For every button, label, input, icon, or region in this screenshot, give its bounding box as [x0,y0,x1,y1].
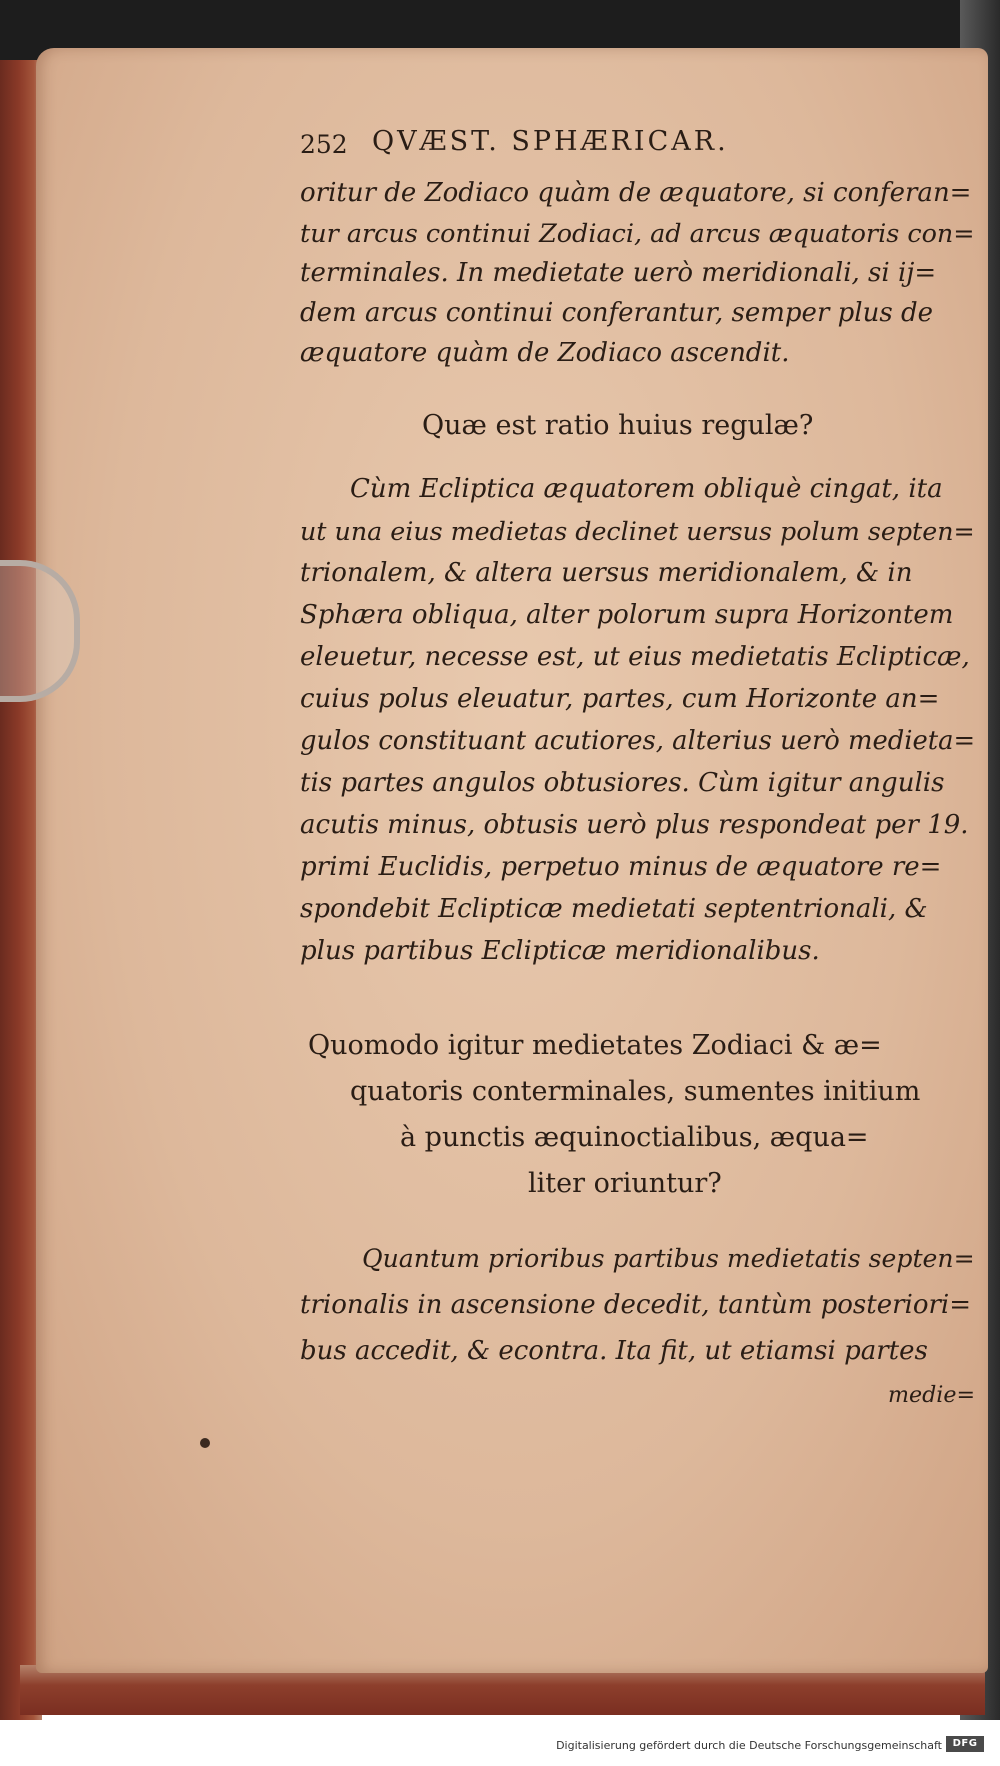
paragraph3-line-3: bus accedit, & econtra. Ita fit, ut etiamsi partes [300,1336,928,1366]
paragraph2-line-5: eleuetur, necesse est, ut eius medietatis Eclipticæ, [300,642,970,672]
paragraph1-line-5: æquatore quàm de Zodiaco ascendit. [300,338,790,368]
ink-speck [200,1438,210,1448]
paragraph1-line-4: dem arcus continui conferantur, semper plus de [300,298,933,328]
question-heading-2-line-2: quatoris conterminales, sumentes initium [350,1076,921,1107]
question-heading-2-line-1: Quomodo igitur medietates Zodiaci & æ= [308,1030,882,1061]
running-title: QVÆST. SPHÆRICAR. [372,126,729,157]
digitization-credit: Digitalisierung gefördert durch die Deutsche Forschungsgemeinschaft [556,1739,942,1752]
page-number: 252 [300,130,348,159]
paragraph1-line-2: tur arcus continui Zodiaci, ad arcus æquatoris con= [300,218,975,248]
paragraph2-line-8: tis partes angulos obtusiores. Cùm igitur angulis [300,768,945,798]
paragraph3-line-1: Quantum prioribus partibus medietatis septen= [362,1244,975,1273]
question-heading-1: Quæ est ratio huius regulæ? [422,410,814,441]
paragraph3-catchword: medie= [888,1382,976,1408]
question-heading-2-line-3: à punctis æquinoctialibus, æqua= [400,1122,869,1153]
paragraph2-line-12: plus partibus Eclipticæ meridionalibus. [300,936,820,966]
paragraph2-line-11: spondebit Eclipticæ medietati septentrionali, & [300,894,928,924]
dfg-logo-icon: DFG [946,1736,984,1752]
paragraph1-line-3: terminales. In medietate uerò meridionali, si ij= [300,258,937,288]
paragraph3-line-2: trionalis in ascensione decedit, tantùm posteriori= [300,1290,972,1320]
paragraph2-line-4: Sphæra obliqua, alter polorum supra Horizontem [300,600,954,630]
paragraph2-line-3: trionalem, & altera uersus meridionalem, & in [300,558,913,588]
paragraph2-line-2: ut una eius medietas declinet uersus polum septen= [300,516,975,546]
question-heading-2-line-4: liter oriuntur? [528,1168,722,1199]
paragraph2-line-9: acutis minus, obtusis uerò plus respondeat per 19. [300,810,969,840]
paragraph1-line-1: oritur de Zodiaco quàm de æquatore, si conferan= [300,178,972,208]
paragraph2-line-10: primi Euclidis, perpetuo minus de æquatore re= [300,852,942,882]
paragraph2-line-1: Cùm Ecliptica æquatorem obliquè cingat, ita [350,474,943,504]
paragraph2-line-7: gulos constituant acutiores, alterius uerò medieta= [300,726,976,756]
paragraph2-line-6: cuius polus eleuatur, partes, cum Horizonte an= [300,684,940,714]
